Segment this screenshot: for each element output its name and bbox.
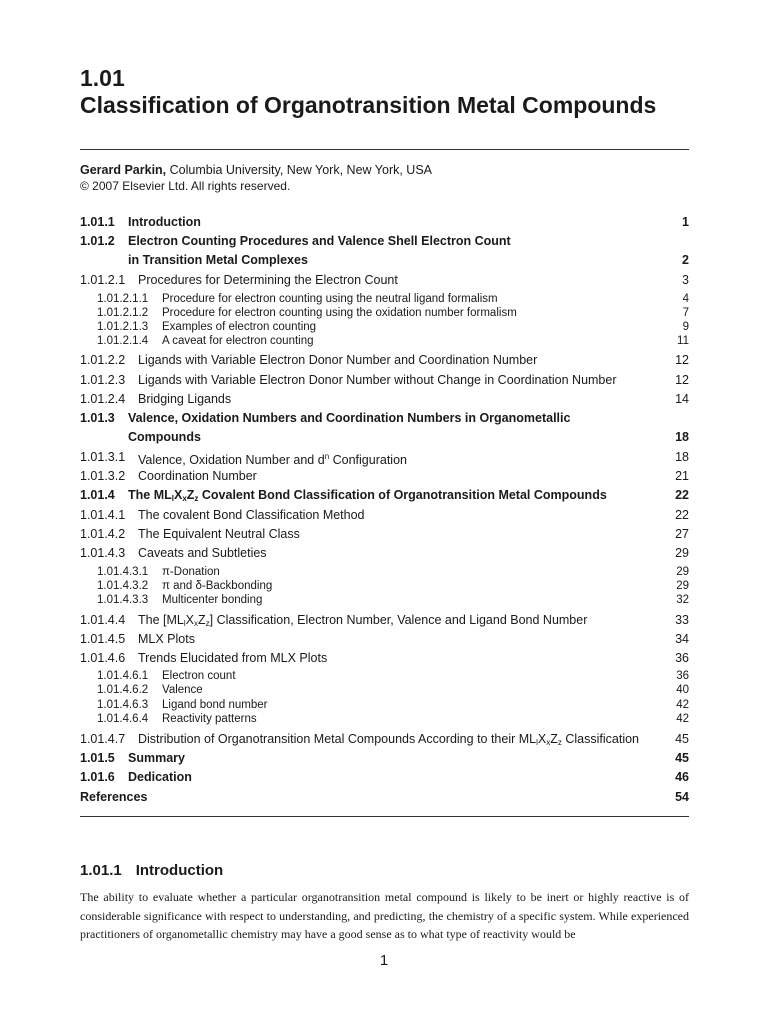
toc-number: 1.01.4.3.2 xyxy=(97,580,149,592)
toc-number: 1.01.5 xyxy=(80,751,115,765)
toc-title: Ligand bond number xyxy=(162,699,268,711)
toc-number: 1.01.4.6.3 xyxy=(97,699,149,711)
toc-title: Procedures for Determining the Electron Count xyxy=(138,273,398,287)
section-heading xyxy=(80,861,223,881)
toc-page: 29 xyxy=(676,580,689,592)
toc-page: 36 xyxy=(675,651,689,665)
toc-number: 1.01.4.3.3 xyxy=(97,594,149,606)
toc-page: 22 xyxy=(675,508,689,522)
toc-title: Electron count xyxy=(162,670,236,682)
toc-page: 29 xyxy=(676,566,689,578)
toc-title: Dedication xyxy=(128,770,192,784)
toc-title: Procedure for electron counting using the oxidation number formalism xyxy=(162,307,517,319)
toc-title: Examples of electron counting xyxy=(162,321,317,333)
toc-title: in Transition Metal Complexes xyxy=(128,253,308,267)
author-affiliation: Columbia University, New York, New York, USA xyxy=(166,163,433,177)
toc-page: 34 xyxy=(675,632,689,646)
toc-title: Caveats and Subtleties xyxy=(138,546,267,560)
toc-number: 1.01.4.6 xyxy=(80,651,126,665)
toc-page: 33 xyxy=(675,613,689,627)
toc-number: 1.01.4.2 xyxy=(80,527,126,541)
toc-number: 1.01.6 xyxy=(80,770,115,784)
toc-page: 21 xyxy=(675,469,689,483)
toc-page: 40 xyxy=(676,684,689,696)
toc-title: MLX Plots xyxy=(138,632,195,646)
toc-number: 1.01.2.1.2 xyxy=(97,307,149,319)
toc-title: Distribution of Organotransition Metal Compounds According to their MLlXxZz Classification xyxy=(138,732,640,747)
toc-page: 18 xyxy=(675,450,689,464)
toc-number: 1.01.2.4 xyxy=(80,392,126,406)
toc-page: 45 xyxy=(675,751,689,765)
toc-divider xyxy=(80,816,689,817)
toc-title: Reactivity patterns xyxy=(162,713,257,725)
toc-number: 1.01.2.1 xyxy=(80,273,126,287)
toc-number: 1.01.4.1 xyxy=(80,508,126,522)
toc-page: 12 xyxy=(675,373,689,387)
toc-title: Coordination Number xyxy=(138,469,257,483)
toc-title: Summary xyxy=(128,751,185,765)
body-paragraph: The ability to evaluate whether a particular organotransition metal compound is likely to be inert or highly reactive is of considerable significance with respect to understanding, and predicting, the chemistry of a specific system. While experienced practitioners of organometallic chemistry may have a good sense as to what type of reactivity would be xyxy=(80,890,689,941)
toc-page: 36 xyxy=(676,670,689,682)
title-divider xyxy=(80,149,689,150)
toc-page: 1 xyxy=(682,215,689,229)
toc-page: 29 xyxy=(675,546,689,560)
toc-page: 32 xyxy=(676,594,689,606)
toc-page: 42 xyxy=(676,699,689,711)
toc-title: Valence xyxy=(162,684,203,696)
toc-title: The covalent Bond Classification Method xyxy=(138,508,365,522)
toc-number: 1.01.2.1.1 xyxy=(97,293,149,305)
toc-number: 1.01.3.1 xyxy=(80,450,126,464)
toc-number: 1.01.2.1.4 xyxy=(97,335,149,347)
toc-page: 18 xyxy=(675,430,689,444)
toc-title: Multicenter bonding xyxy=(162,594,263,606)
toc-number: 1.01.4.3.1 xyxy=(97,566,149,578)
toc-number: 1.01.4.4 xyxy=(80,613,126,627)
toc-title: Compounds xyxy=(128,430,201,444)
toc-title: Ligands with Variable Electron Donor Number and Coordination Number xyxy=(138,353,538,367)
toc-number: 1.01.4 xyxy=(80,488,115,502)
toc-number: 1.01.4.5 xyxy=(80,632,126,646)
author-name: Gerard Parkin, xyxy=(80,163,167,177)
toc-title: Electron Counting Procedures and Valence Shell Electron Count xyxy=(128,234,511,248)
toc-title: A caveat for electron counting xyxy=(162,335,314,347)
toc-number: 1.01.3.2 xyxy=(80,469,126,483)
toc-number: 1.01.4.6.1 xyxy=(97,670,149,682)
toc-number: 1.01.2.1.3 xyxy=(97,321,149,333)
copyright-notice: © 2007 Elsevier Ltd. All rights reserved. xyxy=(80,179,291,193)
section-title: Introduction xyxy=(135,862,224,879)
toc-page: 11 xyxy=(677,335,689,347)
toc-title: The MLlXxZz Covalent Bond Classification of Organotransition Metal Compounds xyxy=(128,488,607,503)
toc-page: 27 xyxy=(675,527,689,541)
chapter-title: Classification of Organotransition Metal Compounds xyxy=(80,92,657,118)
page-number: 1 xyxy=(379,952,389,969)
toc-title: Bridging Ligands xyxy=(138,392,232,406)
toc-title: Introduction xyxy=(128,215,201,229)
toc-number: 1.01.4.6.4 xyxy=(97,713,149,725)
toc-title: The Equivalent Neutral Class xyxy=(138,527,300,541)
toc-number: 1.01.4.6.2 xyxy=(97,684,149,696)
toc-title: Valence, Oxidation Numbers and Coordination Numbers in Organometallic xyxy=(128,411,571,425)
toc-number: 1.01.2.2 xyxy=(80,353,126,367)
section-number: 1.01.1 xyxy=(80,862,122,879)
toc-page: 7 xyxy=(682,307,689,319)
toc-page: 12 xyxy=(675,353,689,367)
toc-page: 14 xyxy=(675,392,689,406)
toc-number: 1.01.2 xyxy=(80,234,115,248)
toc-number: 1.01.4.3 xyxy=(80,546,126,560)
toc-title: Valence, Oxidation Number and $d^n$ Configuration xyxy=(138,452,407,467)
chapter-number: 1.01 xyxy=(80,65,125,91)
toc-title: The [MLlXxZz] Classification, Electron Number, Valence and Ligand Bond Number xyxy=(138,613,588,628)
toc-title: Procedure for electron counting using the neutral ligand formalism xyxy=(162,293,498,305)
toc-page: 54 xyxy=(675,790,689,804)
toc-page: 2 xyxy=(682,253,689,267)
toc-number: 1.01.3 xyxy=(80,411,115,425)
toc-page: 46 xyxy=(675,770,689,784)
toc-number: 1.01.1 xyxy=(80,215,115,229)
toc-page: 45 xyxy=(675,732,689,746)
toc-title: Ligands with Variable Electron Donor Number without Change in Coordination Number xyxy=(138,373,617,387)
toc-page: 3 xyxy=(682,273,689,287)
author-line xyxy=(80,162,432,178)
toc-title: π-Donation xyxy=(162,566,220,578)
toc-title: Trends Elucidated from MLX Plots xyxy=(138,651,328,665)
toc-page: 9 xyxy=(682,321,689,333)
toc-number: 1.01.4.7 xyxy=(80,732,126,746)
toc-page: 22 xyxy=(675,488,689,502)
toc-title: References xyxy=(80,790,148,804)
toc-page: 4 xyxy=(682,293,689,305)
toc-number: 1.01.2.3 xyxy=(80,373,126,387)
toc-title: π and δ-Backbonding xyxy=(162,580,273,592)
toc-page: 42 xyxy=(676,713,689,725)
